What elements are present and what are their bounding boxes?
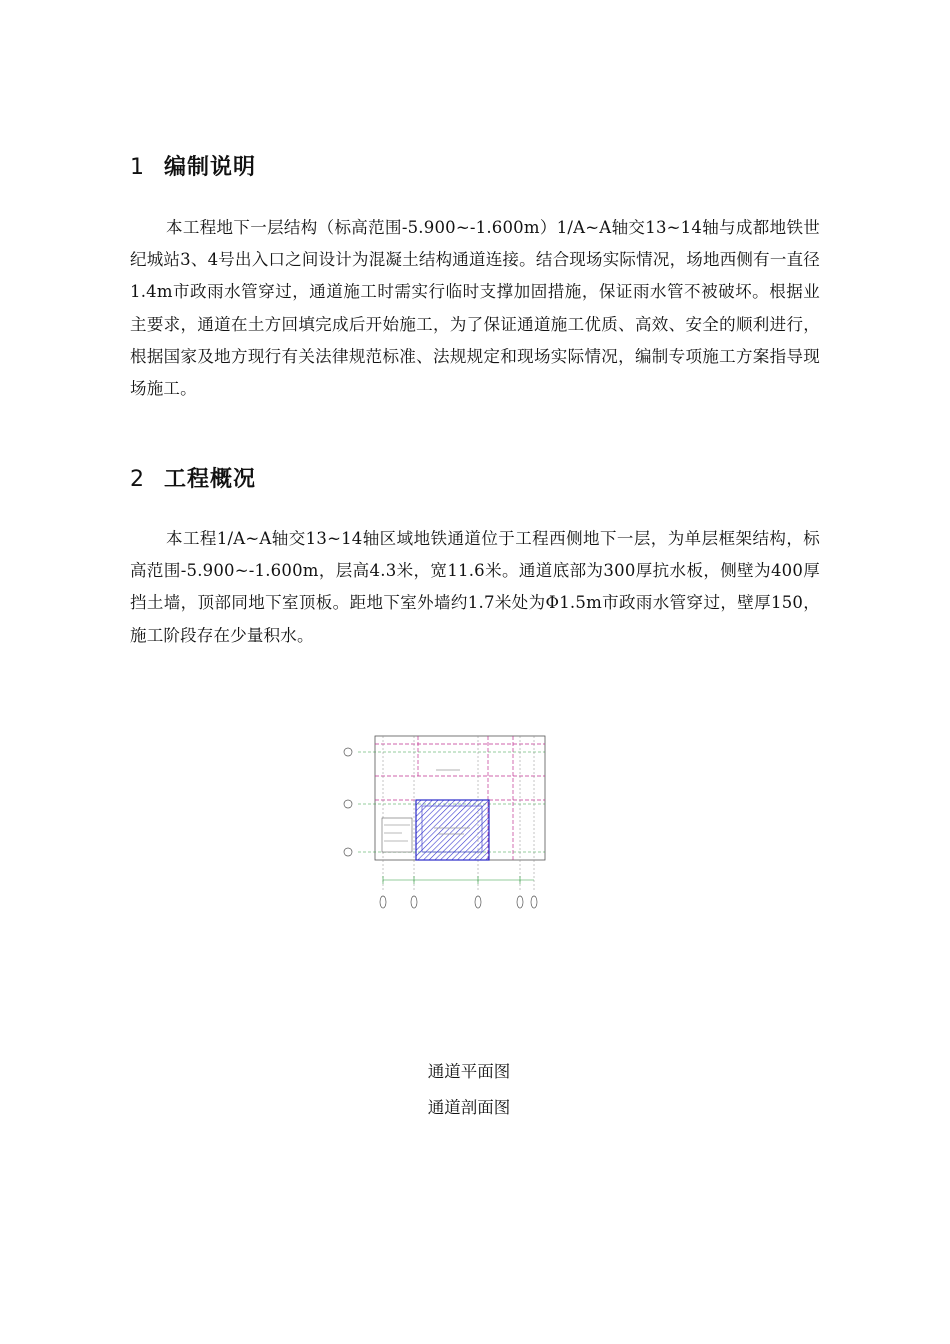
figure-caption-plan: 通道平面图 bbox=[427, 1062, 511, 1081]
section-2-paragraph: 本工程1/A~A轴交13~14轴区域地铁通道位于工程西侧地下一层，为单层框架结构，标高范围-5.900~-1.600m，层高4.3米，宽11.6米。通道底部为300厚抗水板，侧壁为400厚挡土墙，顶部同地下室顶板。距地下室外墙约1.7米处为Φ1.5m市政雨水管穿过，壁厚150，施工阶段存在少量积水。 bbox=[130, 529, 820, 645]
section-2-title: 工程概况 bbox=[164, 467, 257, 492]
tunnel-plan-drawing bbox=[338, 730, 550, 915]
figure-caption-section: 通道剖面图 bbox=[427, 1098, 511, 1117]
section-2-number: 2 bbox=[130, 467, 145, 492]
section-1-paragraph: 本工程地下一层结构（标高范围-5.900~-1.600m）1/A~A轴交13~14轴与成都地铁世纪城站3、4号出入口之间设计为混凝土结构通道连接。结合现场实际情况，场地西侧有一直径1.4m市政雨水管穿过，通道施工时需实行临时支撑加固措施，保证雨水管不被破坏。根据业主要求，通道在土方回填完成后开始施工，为了保证通道施工优质、高效、安全的顺利进行，根据国家及地方现行有关法律规范标准、法规规定和现场实际情况，编制专项施工方案指导现场施工。 bbox=[130, 218, 820, 399]
section-1-heading bbox=[130, 150, 256, 181]
section-2-heading bbox=[130, 462, 256, 493]
section-1-number: 1 bbox=[130, 155, 145, 180]
section-1-title: 编制说明 bbox=[164, 155, 257, 180]
